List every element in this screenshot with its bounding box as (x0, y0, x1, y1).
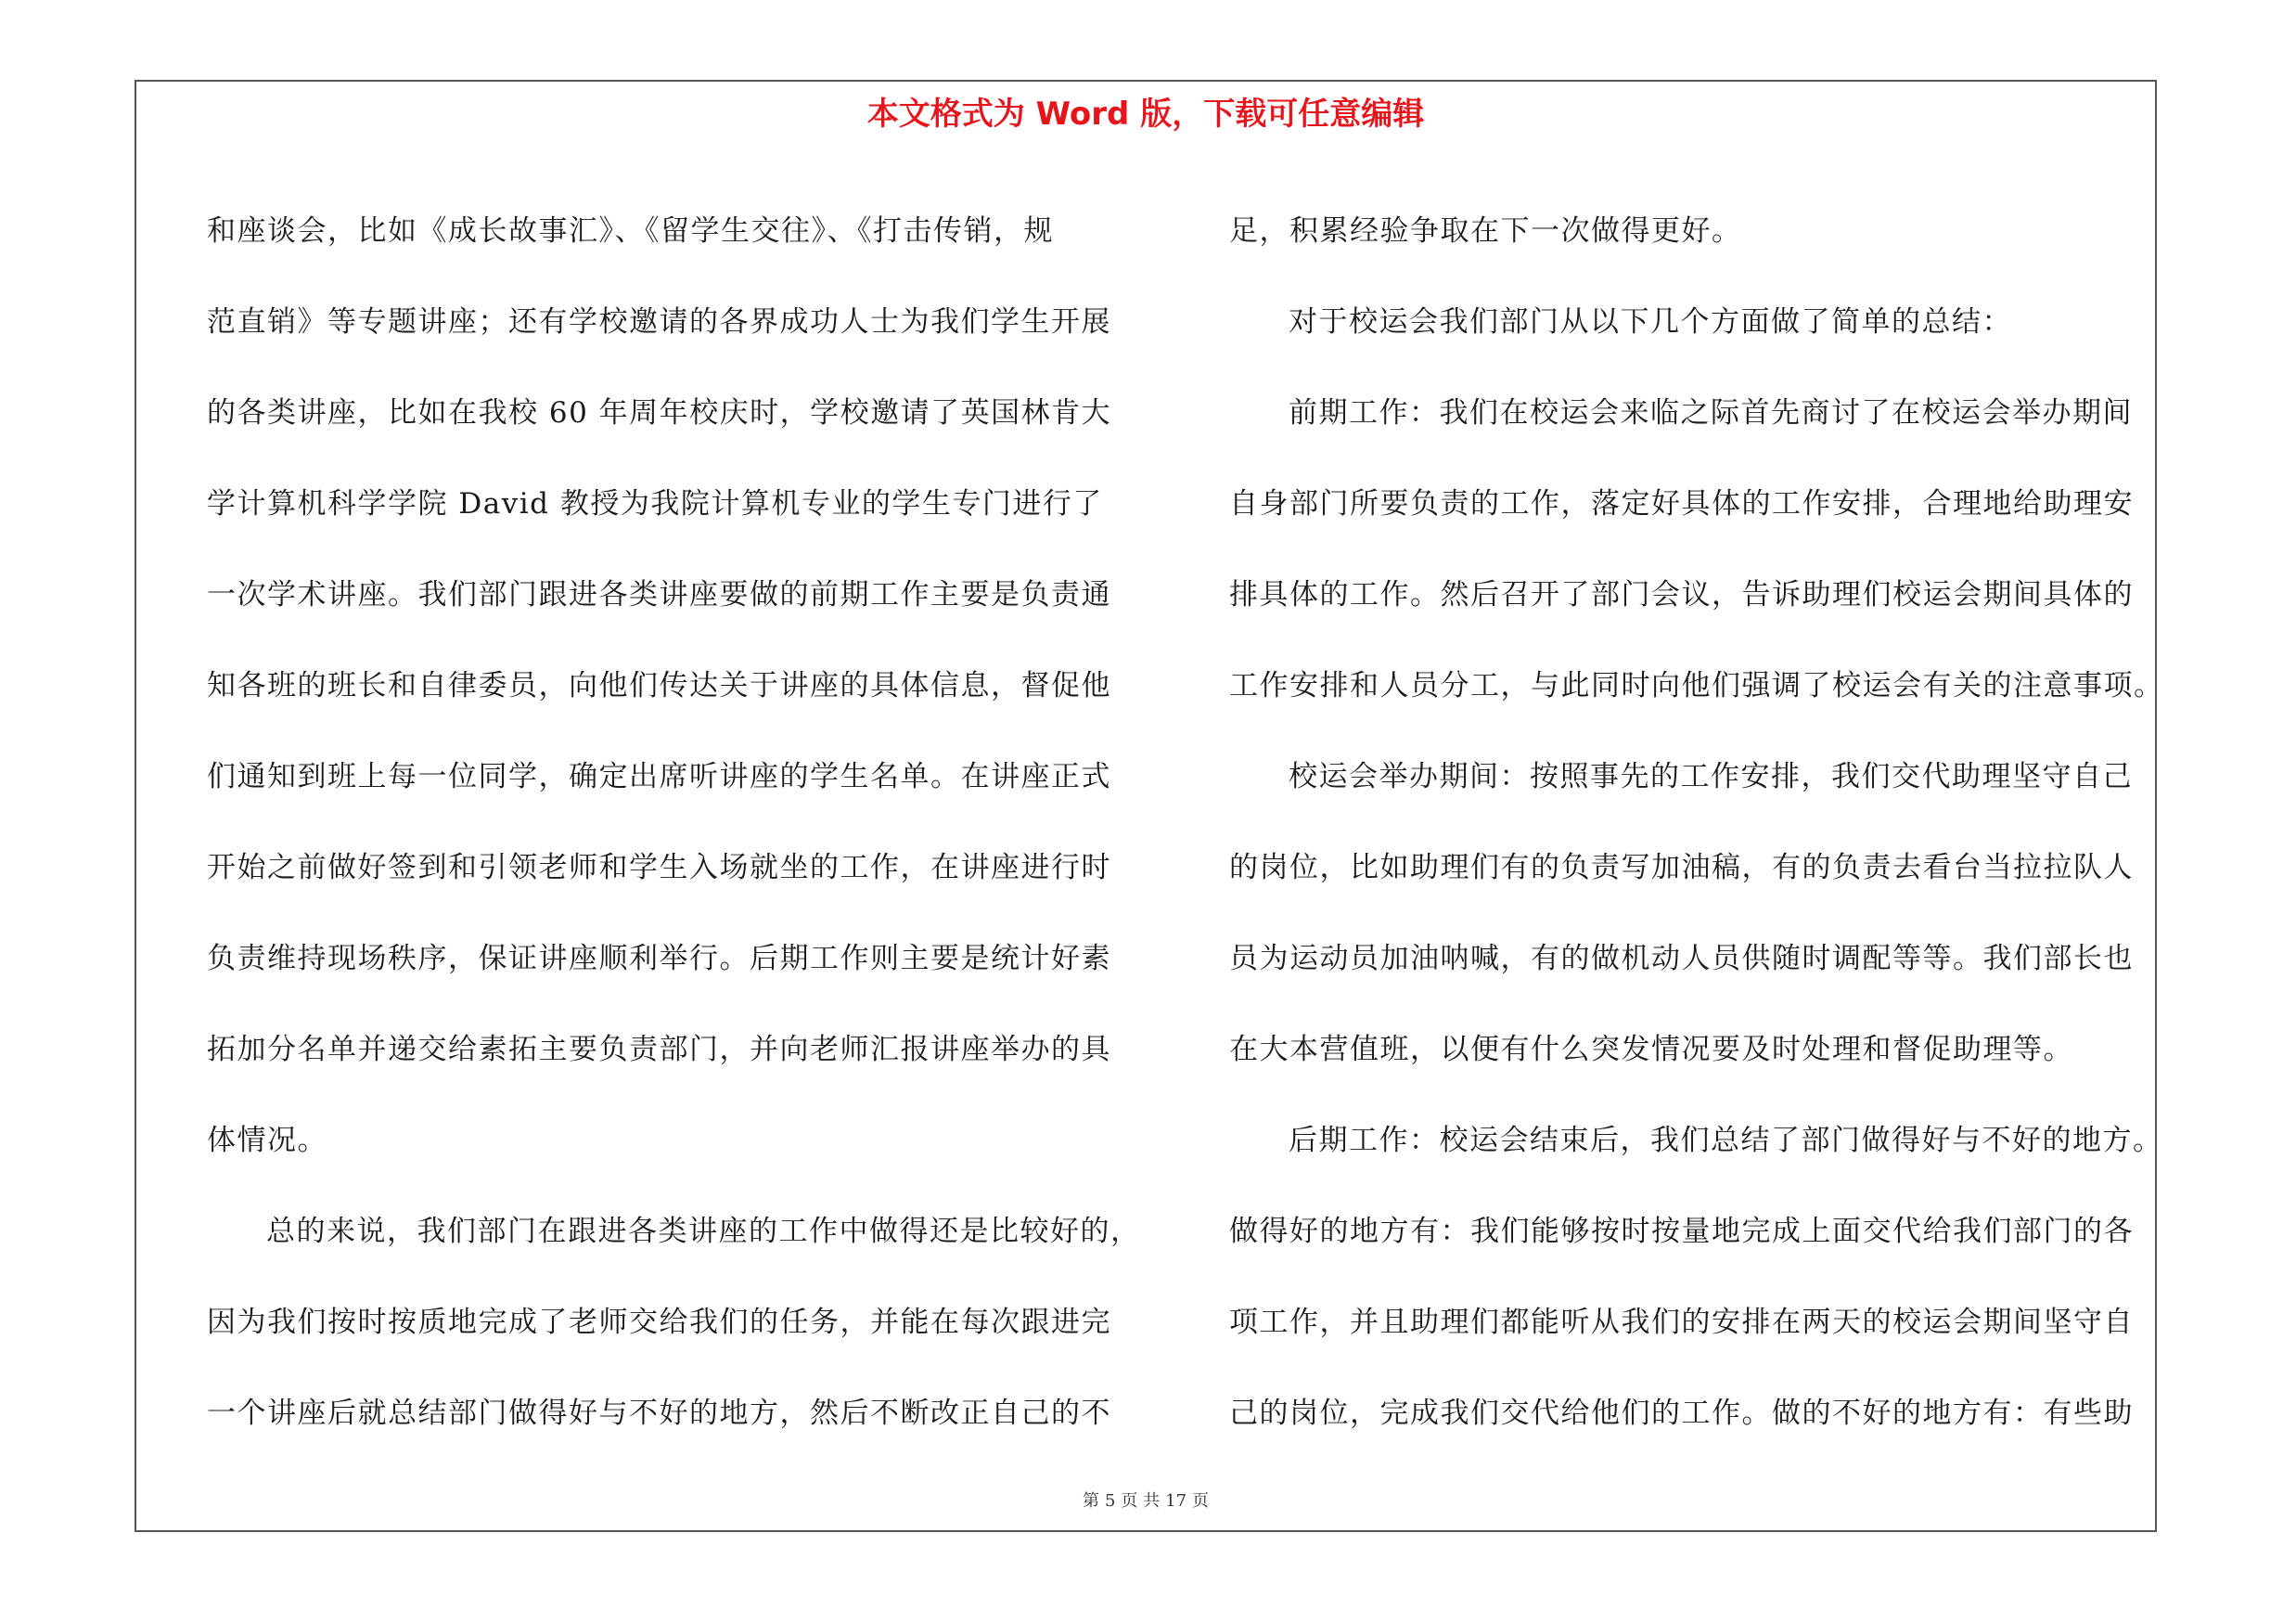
text-line: 体情况。 (207, 1124, 327, 1157)
text-line: 的各类讲座，比如在我校 60 年周年校庆时，学校邀请了英国林肯大 (207, 396, 1112, 430)
text-line: 排具体的工作。然后召开了部门会议，告诉助理们校运会期间具体的 (1229, 578, 2134, 612)
text-line: 学计算机科学学院 David 教授为我院计算机专业的学生专门进行了 (207, 487, 1103, 521)
text-line: 一个讲座后就总结部门做得好与不好的地方，然后不断改正自己的不 (207, 1397, 1111, 1430)
text-line: 和座谈会，比如《成长故事汇》、《留学生交往》、《打击传销，规 (207, 214, 1054, 248)
text-line: 自身部门所要负责的工作，落定好具体的工作安排，合理地给助理安 (1229, 487, 2134, 521)
text-line: 工作安排和人员分工，与此同时向他们强调了校运会有关的注意事项。 (1229, 669, 2164, 702)
total-page-count: 17 (1165, 1491, 1187, 1511)
text-line: 己的岗位，完成我们交代给他们的工作。做的不好的地方有：有些助 (1229, 1397, 2134, 1430)
paragraph-start-line: 校运会举办期间：按照事先的工作安排，我们交代助理坚守自己 (1289, 760, 2133, 793)
document-banner: 本文格式为 Word 版，下载可任意编辑 (866, 96, 1425, 133)
right-column (1229, 186, 2164, 1459)
paragraph-start-line: 后期工作：校运会结束后，我们总结了部门做得好与不好的地方。 (1289, 1124, 2163, 1157)
text-line: 项工作，并且助理们都能听从我们的安排在两天的校运会期间坚守自 (1229, 1306, 2134, 1339)
current-page-number: 5 (1104, 1491, 1116, 1511)
paragraph-start-line: 对于校运会我们部门从以下几个方面做了简单的总结： (1289, 305, 2012, 339)
footer-middle: 页 共 (1121, 1491, 1161, 1511)
page-frame (135, 80, 2164, 1532)
paragraph-start-line: 总的来说，我们部门在跟进各类讲座的工作中做得还是比较好的， (266, 1215, 1141, 1248)
text-line: 做得好的地方有：我们能够按时按量地完成上面交代给我们部门的各 (1229, 1215, 2134, 1248)
paragraph-start-line: 前期工作：我们在校运会来临之际首先商讨了在校运会举办期间 (1289, 396, 2133, 430)
left-column (207, 186, 1141, 1459)
text-line: 员为运动员加油呐喊，有的做机动人员供随时调配等等。我们部长也 (1229, 942, 2134, 975)
text-line: 一次学术讲座。我们部门跟进各类讲座要做的前期工作主要是负责通 (207, 578, 1111, 612)
text-line: 开始之前做好签到和引领老师和学生入场就坐的工作，在讲座进行时 (207, 851, 1111, 884)
text-line: 知各班的班长和自律委员，向他们传达关于讲座的具体信息，督促他 (207, 669, 1111, 702)
text-line: 们通知到班上每一位同学，确定出席听讲座的学生名单。在讲座正式 (207, 760, 1111, 793)
page-footer (136, 1488, 2155, 1512)
text-line: 范直销》等专题讲座；还有学校邀请的各界成功人士为我们学生开展 (207, 305, 1111, 339)
text-line: 足，积累经验争取在下一次做得更好。 (1229, 214, 1742, 248)
footer-suffix: 页 (1192, 1491, 1210, 1511)
text-line: 的岗位，比如助理们有的负责写加油稿，有的负责去看台当拉拉队人 (1229, 851, 2134, 884)
text-line: 在大本营值班，以便有什么突发情况要及时处理和督促助理等。 (1229, 1033, 2073, 1066)
text-line: 因为我们按时按质地完成了老师交给我们的任务，并能在每次跟进完 (207, 1306, 1111, 1339)
text-line: 负责维持现场秩序，保证讲座顺利举行。后期工作则主要是统计好素 (207, 942, 1111, 975)
footer-prefix: 第 (1082, 1491, 1099, 1511)
text-line: 拓加分名单并递交给素拓主要负责部门，并向老师汇报讲座举办的具 (207, 1033, 1111, 1066)
